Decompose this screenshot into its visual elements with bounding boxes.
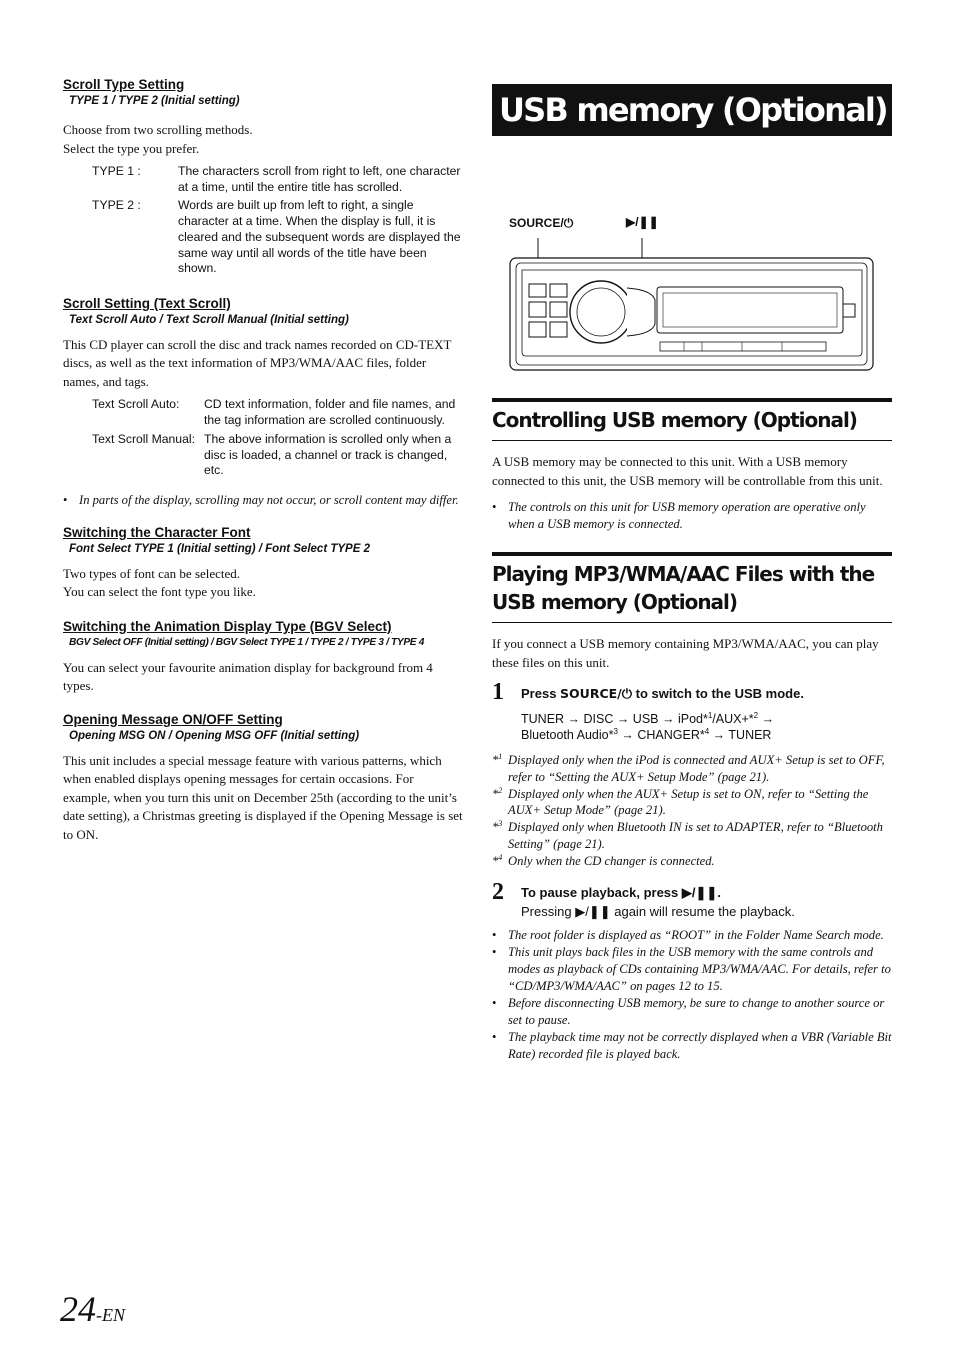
play-icon: ▶ (575, 903, 586, 919)
paragraph: This CD player can scroll the disc and track names recorded on CD-TEXT discs, as well as the text information of MP3/WMA/AAC files, folder names, and tags. (63, 336, 452, 389)
section-heading (492, 552, 892, 623)
paragraph: Two types of font can be selected. (63, 565, 241, 581)
section-subtitle: BGV Select OFF (Initial setting) / BGV Select TYPE 1 / TYPE 2 / TYPE 3 / TYPE 4 (69, 636, 425, 648)
play-icon: ▶ (681, 884, 692, 900)
play-icon: ▶ (626, 215, 636, 229)
section-subtitle: Text Scroll Auto / Text Scroll Manual (Initial setting) (69, 313, 349, 326)
notes-list (492, 927, 892, 1063)
definition-desc: The above information is scrolled only when a disc is loaded, a channel or track is changed, etc. (204, 431, 452, 478)
bullet: • (63, 492, 68, 507)
source-key: SOURCE/ (560, 686, 622, 701)
power-icon: ⏻ (563, 216, 574, 230)
definition-list (92, 164, 463, 277)
section-subtitle: Opening MSG ON / Opening MSG OFF (Initial setting) (69, 729, 360, 742)
paragraph: You can select the font type you like. (63, 584, 256, 600)
pause-icon: ❚❚ (588, 903, 611, 919)
definition-desc: CD text information, folder and file names, and the tag information are scrolled continuously. (204, 397, 456, 428)
note-text: The controls on this unit for USB memory operation are operative only when a USB memory is connected. (508, 500, 866, 531)
unit-figure (492, 136, 892, 372)
power-icon: ⏻ (621, 686, 633, 701)
section-heading-line: USB memory (Optional) (492, 590, 738, 614)
footnote: *$^3$ Displayed only when Bluetooth IN is set to ADAPTER, refer to “Bluetooth Setting” (page 21). (492, 819, 883, 851)
note-item: • The playback time may not be correctly displayed when a VBR (Variable Bit Rate) recorded file is played back. (492, 1029, 892, 1061)
section-title: Switching the Animation Display Type (BGV Select) (63, 618, 392, 634)
note-text: In parts of the display, scrolling may not occur, or scroll content may differ. (79, 492, 459, 507)
chapter-banner (492, 84, 892, 136)
source-power-label: SOURCE/⏻ (509, 216, 574, 230)
note-item: • The root folder is displayed as “ROOT” in the Folder Name Search mode. (492, 927, 884, 942)
definition-term: TYPE 1 : (92, 164, 141, 178)
definition-term: Text Scroll Auto: (92, 397, 180, 412)
head-unit-drawing (492, 232, 892, 372)
footnote: *$^1$ Displayed only when the iPod is connected and AUX+ Setup is set to OFF, refer to “Setting the AUX+ Setup Mode” (page 21). (492, 751, 885, 784)
section-subtitle: TYPE 1 / TYPE 2 (Initial setting) (69, 95, 240, 107)
step-2-detail: Pressing ▶/❚❚ again will resume the playback. (521, 903, 795, 919)
footnote: *$^2$ Displayed only when the AUX+ Setup is set to ON, refer to “Setting the AUX+ Setup Mode” (page 21). (492, 785, 869, 818)
step-1: 1 Press SOURCE/⏻ to switch to the USB mode. (492, 679, 804, 705)
definition-desc: Words are built up from left to right, a single character at a time. When the display is full, it is cleared and the subsequent words are displayed the same way until all words of the title have been shown. (178, 198, 461, 276)
section-title: Scroll Type Setting (63, 77, 185, 92)
paragraph: Choose from two scrolling methods. (63, 122, 253, 137)
play-pause-label: ▶/❚❚ (626, 215, 659, 229)
paragraph: If you connect a USB memory containing MP3/WMA/AAC, you can play these files on this unit. (492, 636, 879, 670)
chapter-title: USB memory (Optional) (499, 91, 887, 129)
section-title: Scroll Setting (Text Scroll) (63, 295, 231, 311)
footnote: *$^4$ Only when the CD changer is connected. (492, 852, 715, 868)
section-subtitle: Font Select TYPE 1 (Initial setting) / Font Select TYPE 2 (69, 542, 370, 555)
pause-icon: ❚❚ (638, 215, 659, 229)
note-item: • This unit plays back files in the USB memory with the same controls and modes as playback of CDs containing MP3/WMA/AAC. For details, refer to “CD/MP3/WMA/AAC” on pages 12 to 15. (492, 944, 891, 993)
note-item (492, 499, 892, 533)
note-item (63, 492, 463, 509)
paragraph: Select the type you prefer. (63, 140, 200, 156)
bullet: • (492, 500, 497, 514)
page-number: 24-EN (60, 1289, 125, 1329)
paragraph: You can select your favourite animation display for background from 4 types. (63, 659, 433, 694)
mode-sequence: TUNER → DISC → USB → iPod*$^1$/AUX+*$^2$ → Bluetooth Audio*$^3$ → CHANGER*$^4$ → TUNER (521, 710, 775, 742)
paragraph: This unit includes a special message feature with various patterns, which when enabled displays opening messages for certain occasions. For example, when you turn this unit on December 25th (according to the unit’s date setting), a Christmas greeting is displayed if the Opening Message is set to ON. (63, 752, 463, 842)
section-title: Opening Message ON/OFF Setting (63, 711, 283, 727)
definition-desc: The characters scroll from right to left, one character at a time, until the entire title has scrolled. (178, 164, 461, 194)
step-number: 2 (492, 878, 504, 905)
step-number: 1 (492, 679, 504, 705)
definition-term: Text Scroll Manual: (92, 431, 195, 446)
definition-term: TYPE 2 : (92, 198, 141, 213)
pause-icon: ❚❚ (695, 884, 718, 900)
note-item: • Before disconnecting USB memory, be sure to change to another source or set to pause. (492, 995, 885, 1027)
left-column (63, 76, 463, 844)
step-2: 2 To pause playback, press ▶/❚❚. (492, 878, 721, 905)
right-column (492, 84, 892, 1063)
section-heading: Controlling USB memory (Optional) (492, 398, 892, 441)
section-title: Switching the Character Font (63, 524, 251, 540)
definition-list (92, 397, 463, 479)
footnotes (492, 752, 892, 870)
paragraph: A USB memory may be connected to this unit. With a USB memory connected to this unit, the USB memory will be controllable from this unit. (492, 454, 883, 488)
section-heading-line: Playing MP3/WMA/AAC Files with the (492, 562, 875, 586)
